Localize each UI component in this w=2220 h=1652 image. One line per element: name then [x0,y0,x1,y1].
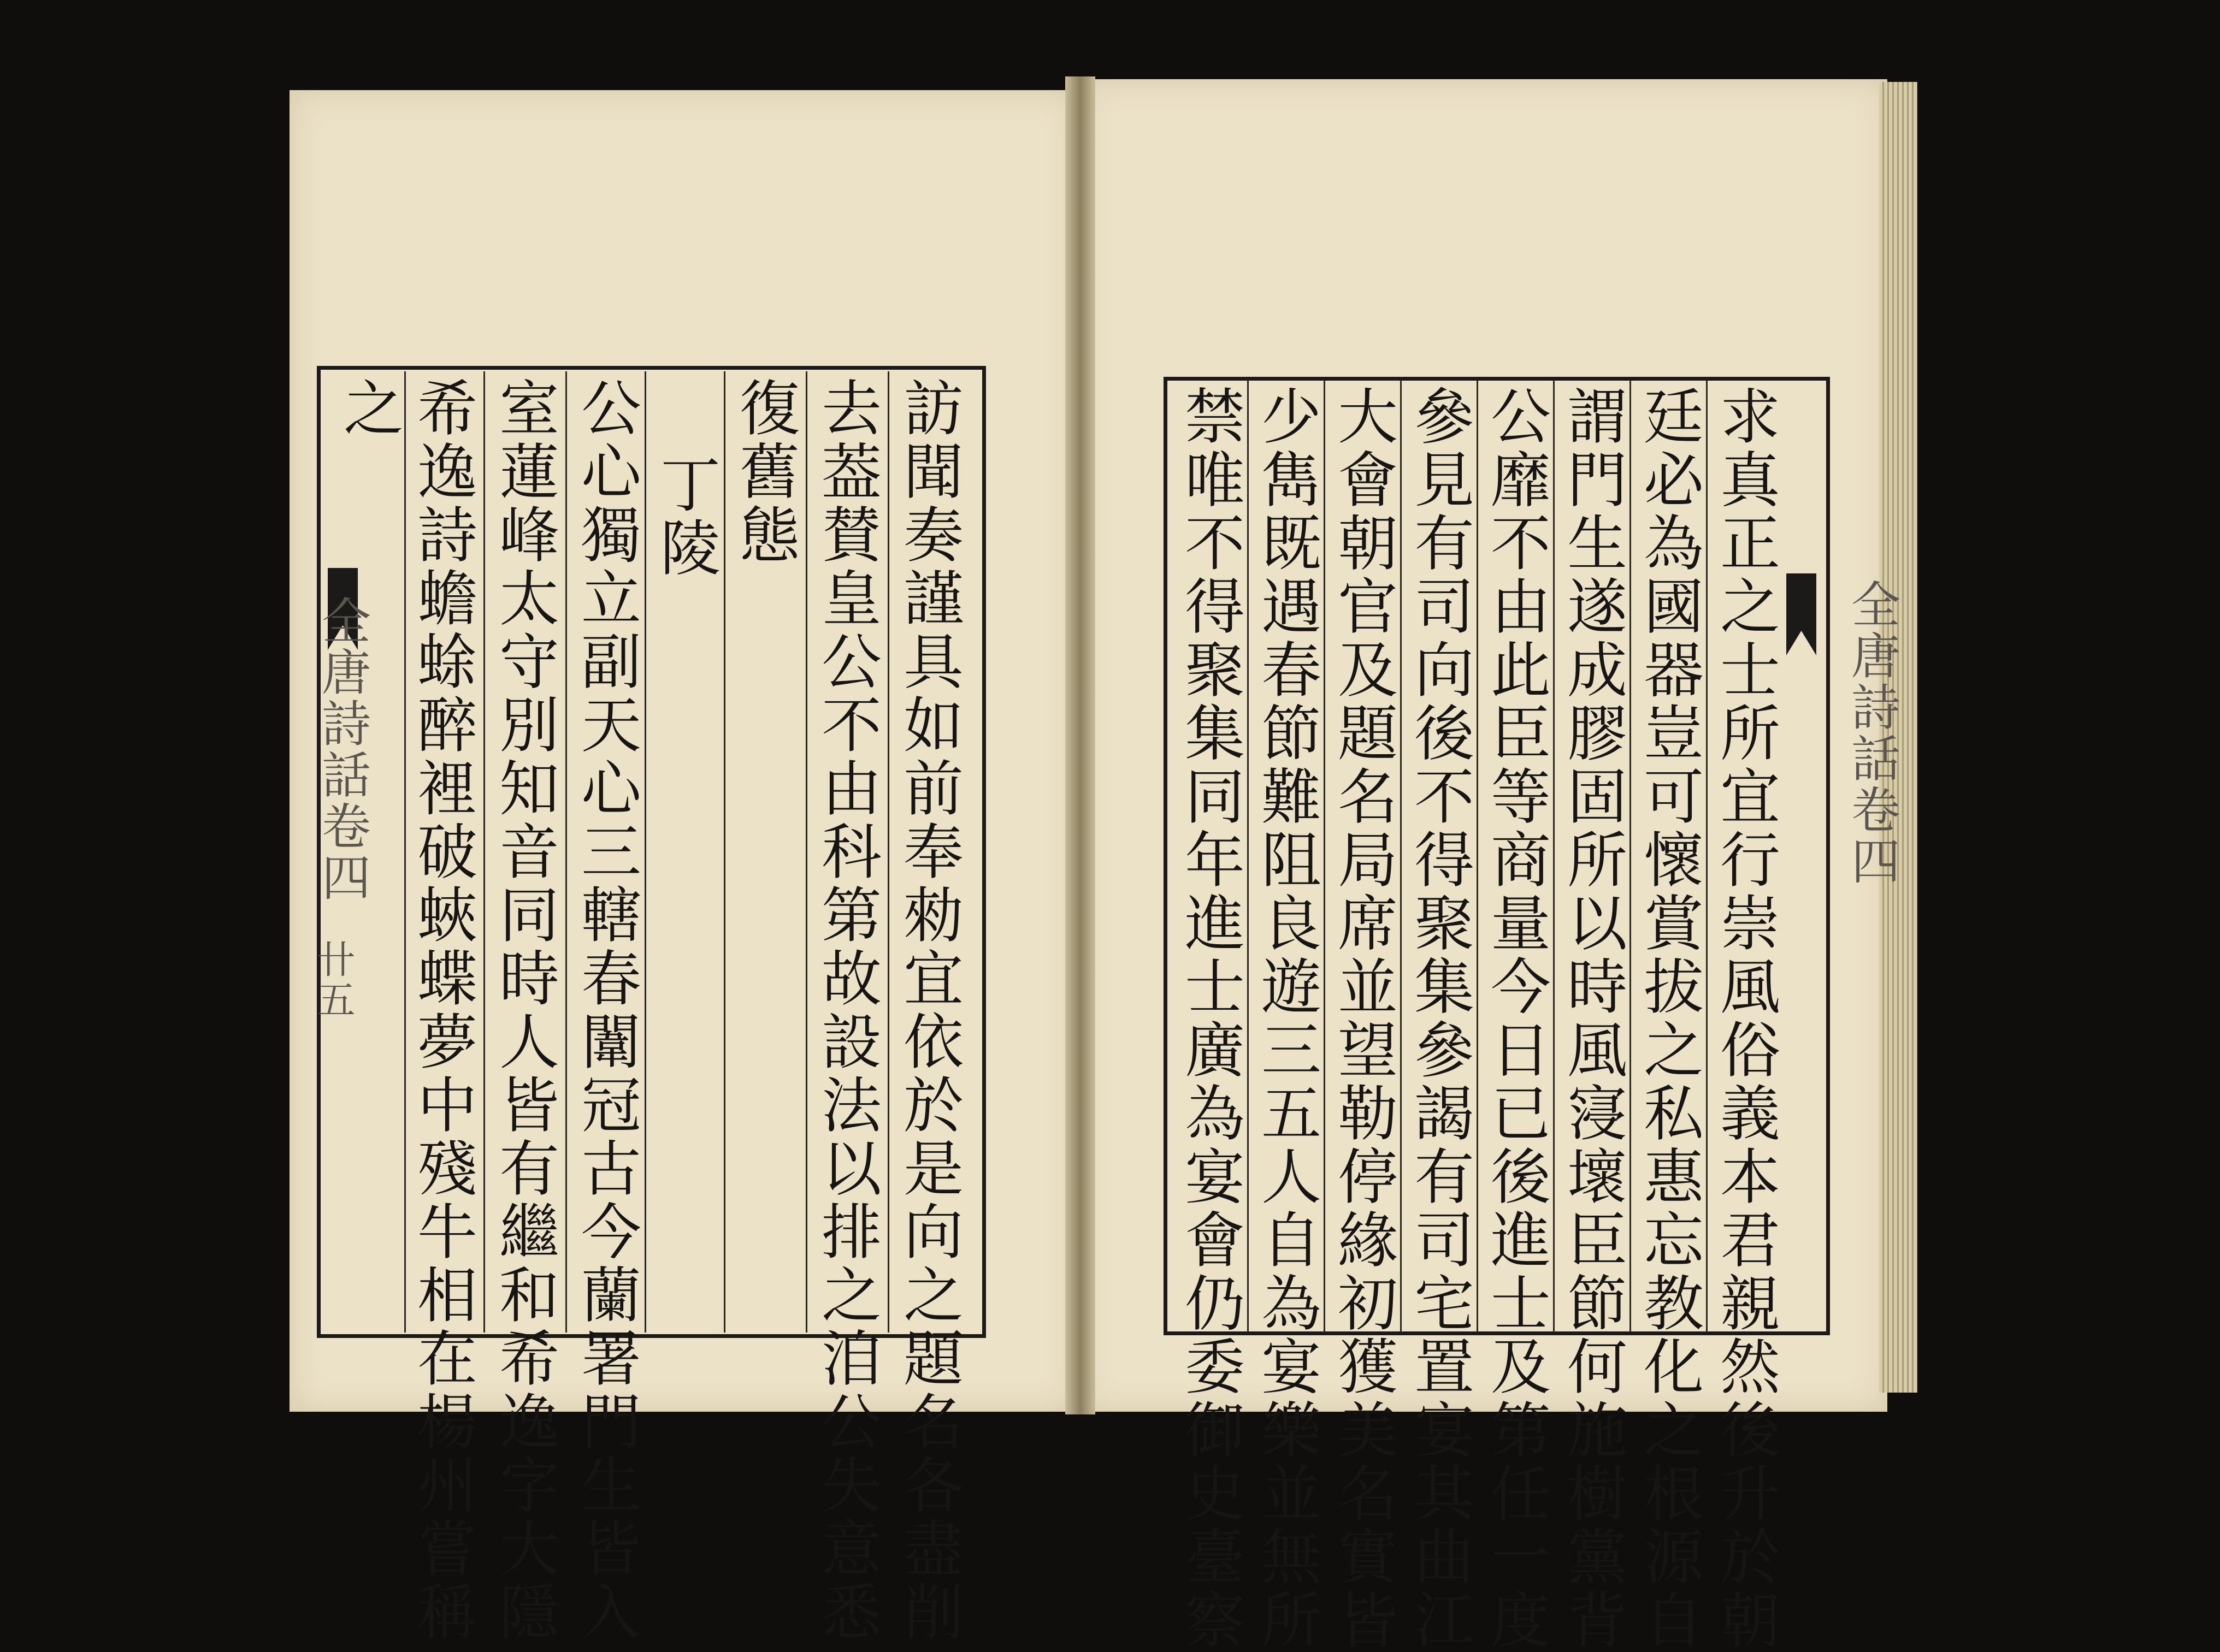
left-col-3: 復舊態 [730,377,800,567]
left-col-4-author: 丁陵 [651,453,721,580]
right-col-6: 大會朝官及題名局席並望勒停緣初獲美名實皆 [1328,385,1398,1652]
left-col-6: 室蓮峰太守別知音同時人皆有繼和希逸字大隱 [489,377,559,1644]
left-col-1: 訪聞奏謹具如前奉勑宜依於是向之題名各盡削 [894,377,964,1644]
right-banxin-label: 全唐詩話卷四 [1843,579,1900,887]
left-rule [806,371,807,1333]
right-rule [1324,380,1325,1333]
right-rule [1629,380,1631,1333]
left-rule [724,371,725,1333]
right-rule [1247,380,1249,1333]
right-col-5: 參見有司向後不得聚集參謁有司宅置宴其曲江 [1404,385,1474,1652]
left-col-7: 希逸詩蟾蜍醉裡破蛺蝶夢中殘牛相在楊州嘗稱 [408,377,477,1644]
left-rule [565,371,567,1333]
left-col-2: 去葢賛皇公不由科第故設法以排之洎公失意悉 [812,377,882,1644]
left-page-number: 卄五 [311,939,356,1020]
right-col-7: 少雋既遇春節難阻良遊三五人自為宴樂並無所 [1251,385,1321,1652]
right-col-2: 廷必為國器豈可懷賞拔之私惠忘教化之根源自 [1634,385,1704,1652]
right-rule [1400,380,1402,1333]
right-col-4: 公靡不由此臣等商量今日已後進士及第任一度 [1481,385,1551,1652]
book-gutter [1065,76,1095,1414]
left-col-5: 公心獨立副天心三轄春闈冠古今蘭署門生皆入 [571,377,641,1644]
left-rule [483,371,485,1333]
left-col-8: 之 [334,377,404,440]
right-col-8: 禁唯不得聚集同年進士廣為宴會仍委御史臺察 [1175,385,1245,1652]
right-col-3: 謂門生遂成膠固所以時風寖壞臣節何施樹黨背 [1557,385,1627,1652]
left-rule [888,371,889,1333]
left-rule [645,371,646,1333]
left-rule [404,371,406,1333]
right-rule [1706,380,1708,1333]
right-rule [1553,380,1555,1333]
right-rule [1477,380,1478,1333]
right-col-1: 求真正之士所宜行崇風俗義本君親然後升於朝 [1710,385,1780,1652]
left-banxin-label: 全唐詩話卷四 [313,595,370,903]
